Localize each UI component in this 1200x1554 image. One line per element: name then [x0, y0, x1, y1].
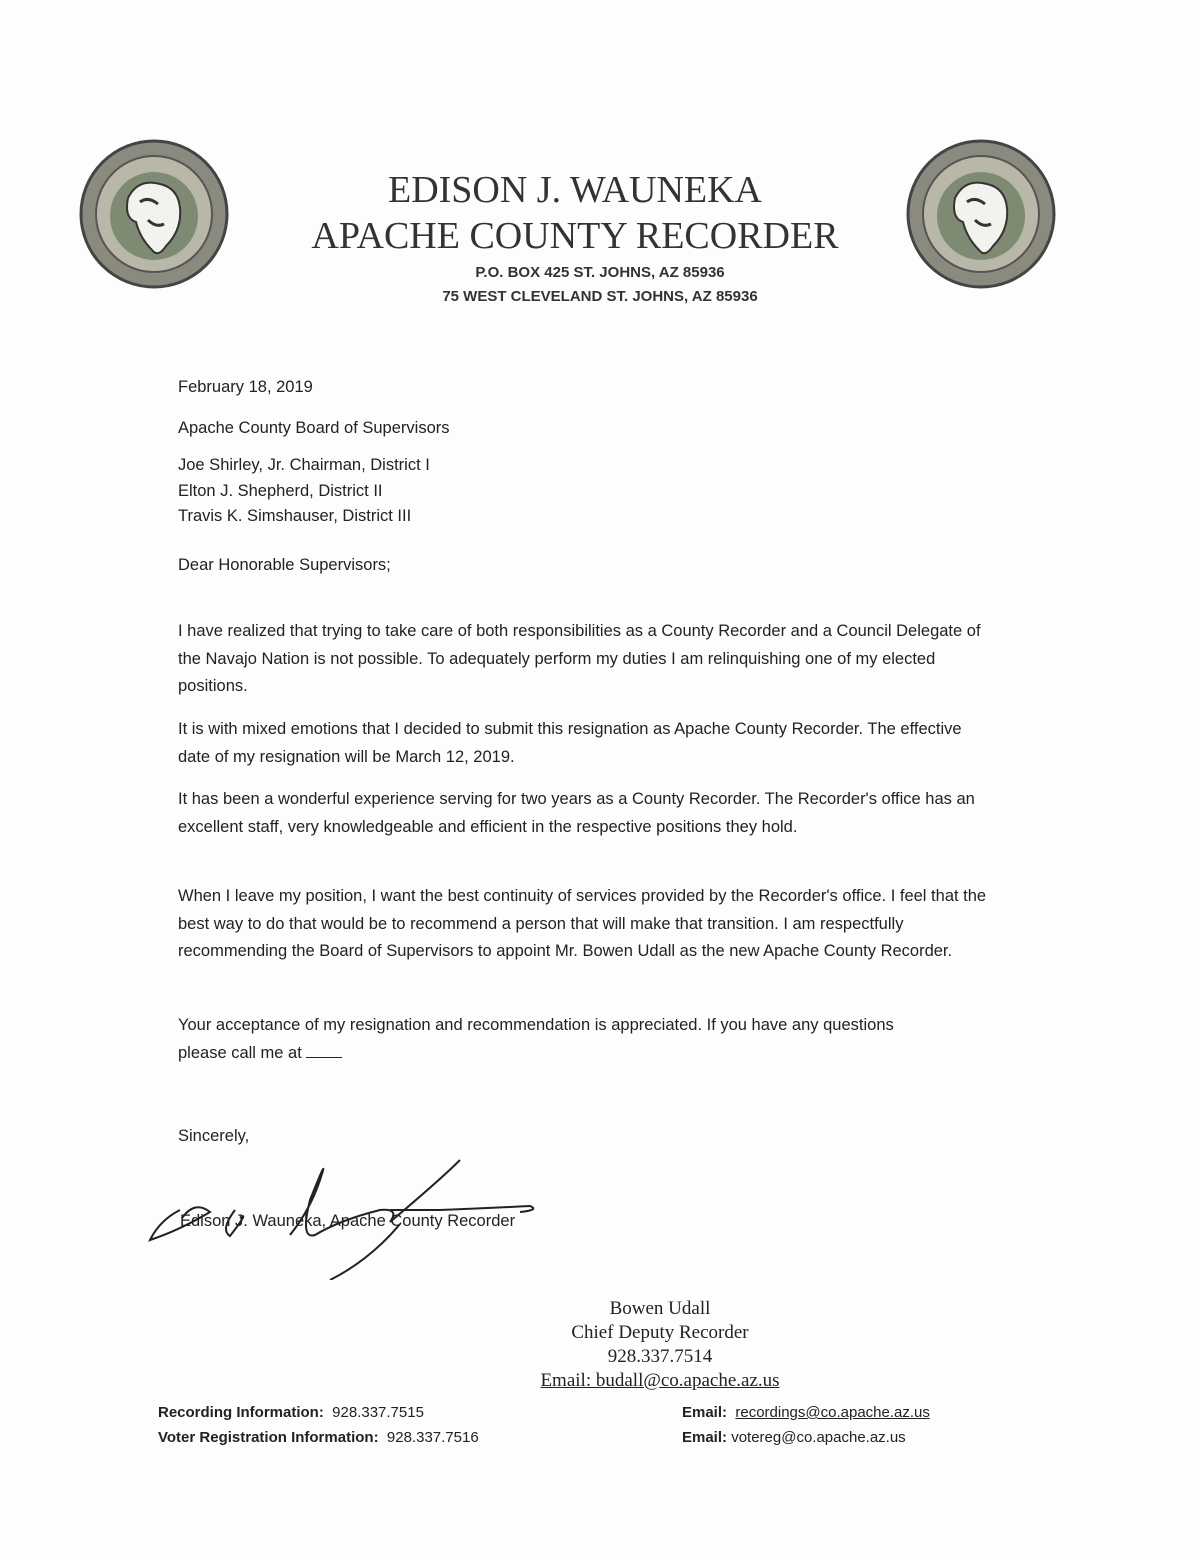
- supervisor: Elton J. Shepherd, District II: [178, 481, 383, 500]
- paragraph: It has been a wonderful experience serving for two years as a County Recorder. The Recorder's office has an excellent staff, very knowledgeable and efficient in the respective positions they hold.: [178, 790, 975, 836]
- voter-phone: 928.337.7516: [386, 1429, 479, 1446]
- supervisor-list: [178, 453, 998, 530]
- paragraph-text: Your acceptance of my resignation and recommendation is appreciated. If you have any questions please call me at: [178, 1016, 894, 1062]
- deputy-name: Bowen Udall: [609, 1298, 711, 1319]
- email-label: Email:: [682, 1429, 728, 1446]
- deputy-email-line: [380, 1369, 940, 1393]
- voter-email[interactable]: votereg@co.apache.az.us: [731, 1429, 906, 1446]
- recording-phone: 928.337.7515: [332, 1404, 424, 1421]
- deputy-title: Chief Deputy Recorder: [571, 1322, 749, 1343]
- office-title: APACHE COUNTY RECORDER: [311, 215, 839, 257]
- deputy-phone: 928.337.7514: [607, 1346, 713, 1367]
- paragraph: I have realized that trying to take care of both responsibilities as a County Recorder and a Council Delegate of the Navajo Nation is not possible. To adequately perform my duties I am relinquishing one of my elected positions.: [178, 622, 981, 695]
- footer-emails: [682, 1400, 930, 1450]
- paragraph: It is with mixed emotions that I decided to submit this resignation as Apache County Recorder. The effective date of my resignation will be March 12, 2019.: [178, 720, 962, 766]
- supervisor: Joe Shirley, Jr. Chairman, District I: [178, 456, 430, 474]
- recipient: Apache County Board of Supervisors: [178, 419, 450, 437]
- phone-blank: [306, 1057, 342, 1058]
- county-seal-left: [78, 138, 230, 290]
- letter-date: February 18, 2019: [178, 378, 313, 396]
- email-label: Email:: [540, 1370, 592, 1391]
- supervisor: Travis K. Simshauser, District III: [178, 507, 412, 525]
- deputy-email[interactable]: budall@co.apache.az.us: [595, 1370, 780, 1391]
- recording-email[interactable]: recordings@co.apache.az.us: [735, 1404, 930, 1421]
- footer-phones: [158, 1400, 479, 1450]
- po-box-address: P.O. BOX 425 ST. JOHNS, AZ 85936: [475, 264, 725, 281]
- salutation: Dear Honorable Supervisors;: [178, 556, 391, 574]
- email-label: Email:: [682, 1404, 728, 1421]
- recording-label: Recording Information:: [158, 1404, 324, 1421]
- street-address: 75 WEST CLEVELAND ST. JOHNS, AZ 85936: [442, 288, 758, 305]
- voter-label: Voter Registration Information:: [158, 1429, 379, 1446]
- closing: Sincerely,: [178, 1127, 250, 1145]
- signature-name: Edison J. Wauneka, Apache County Recorder: [180, 1212, 516, 1230]
- paragraph: When I leave my position, I want the best continuity of services provided by the Recorder's office. I feel that the best way to do that would be to recommend a person that will make that transition. I am respectfully recommending the Board of Supervisors to appoint Mr. Bowen Udall as the new Apache County Recorder.: [178, 887, 987, 960]
- paragraph: [178, 1012, 938, 1067]
- recorder-name: EDISON J. WAUNEKA: [387, 169, 762, 211]
